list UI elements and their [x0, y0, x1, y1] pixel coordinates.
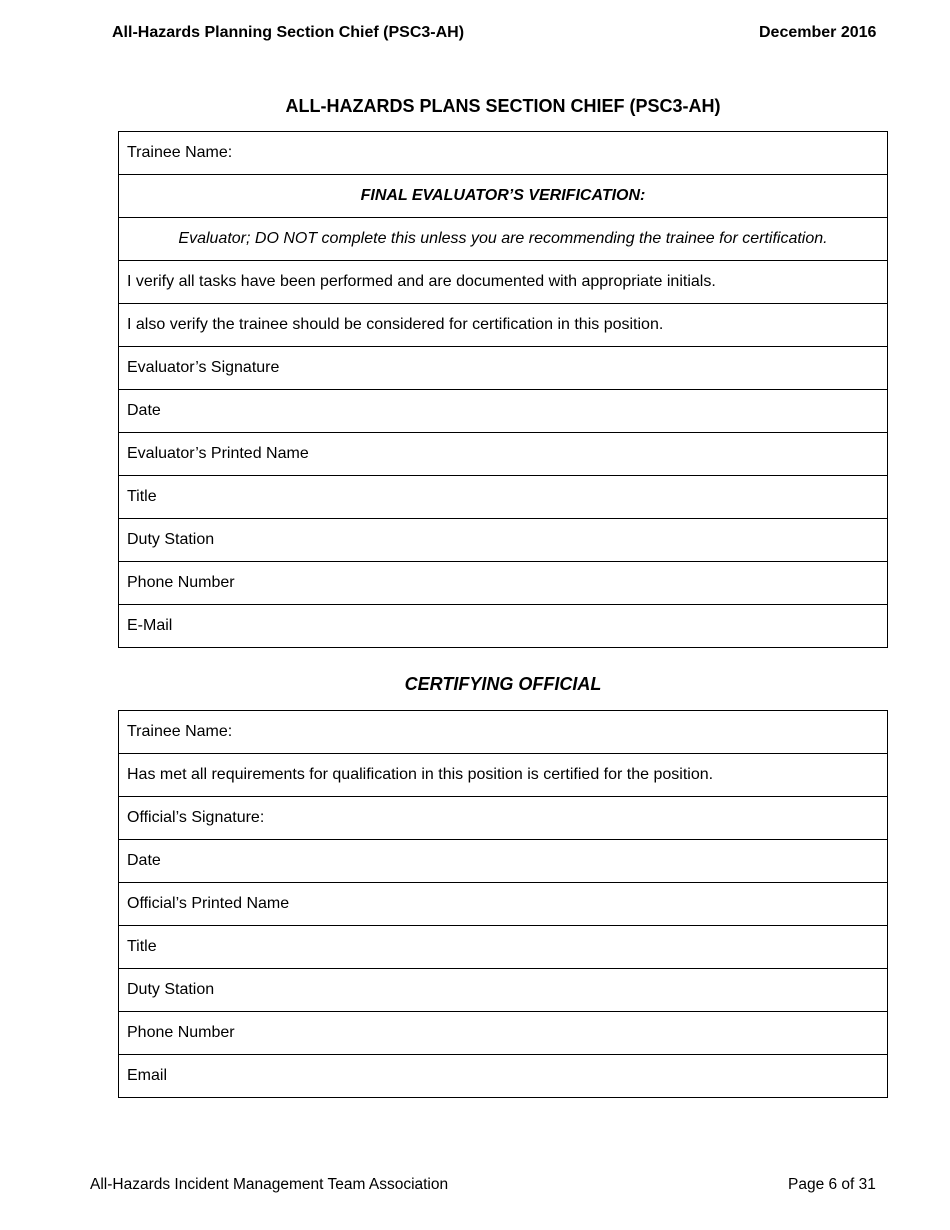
table-row [119, 132, 888, 175]
table-row [119, 433, 888, 476]
verify-tasks-statement: I verify all tasks have been performed and are documented with appropriate initials. [119, 261, 888, 304]
table-row [119, 562, 888, 605]
table-row [119, 1055, 888, 1098]
header-date: December 2016 [759, 24, 877, 41]
certifying-official-heading: CERTIFYING OFFICIAL [404, 674, 602, 694]
table-row [119, 711, 888, 754]
official-email-field[interactable]: Email [119, 1055, 888, 1098]
table-row [119, 347, 888, 390]
evaluator-email-field[interactable]: E-Mail [119, 605, 888, 648]
official-duty-station-field[interactable]: Duty Station [119, 969, 888, 1012]
table-row [119, 304, 888, 347]
official-printed-name-field[interactable]: Official’s Printed Name [119, 883, 888, 926]
table-row [119, 261, 888, 304]
evaluator-signature-field[interactable]: Evaluator’s Signature [119, 347, 888, 390]
table-row [119, 519, 888, 562]
evaluator-date-field[interactable]: Date [119, 390, 888, 433]
table-row [119, 390, 888, 433]
official-trainee-name-field[interactable]: Trainee Name: [119, 711, 888, 754]
header-left-title: All-Hazards Planning Section Chief (PSC3-AH) [112, 24, 465, 41]
certifying-official-table [118, 710, 888, 1098]
official-title-field[interactable]: Title [119, 926, 888, 969]
verify-certification-statement: I also verify the trainee should be considered for certification in this position. [119, 304, 888, 347]
qualification-statement: Has met all requirements for qualification in this position is certified for the position. [119, 754, 888, 797]
page-number: Page 6 of 31 [788, 1176, 876, 1193]
table-row [119, 840, 888, 883]
evaluator-duty-station-field[interactable]: Duty Station [119, 519, 888, 562]
table-row [119, 797, 888, 840]
table-row [119, 1012, 888, 1055]
table-row [119, 883, 888, 926]
official-date-field[interactable]: Date [119, 840, 888, 883]
footer-organization: All-Hazards Incident Management Team Association [90, 1176, 449, 1193]
evaluator-printed-name-field[interactable]: Evaluator’s Printed Name [119, 433, 888, 476]
table-row [119, 754, 888, 797]
evaluator-instruction: Evaluator; DO NOT complete this unless you are recommending the trainee for certification. [119, 218, 888, 261]
official-signature-field[interactable]: Official’s Signature: [119, 797, 888, 840]
trainee-name-field[interactable]: Trainee Name: [119, 132, 888, 175]
evaluator-verification-heading: FINAL EVALUATOR’S VERIFICATION: [119, 175, 888, 218]
evaluator-verification-table [118, 131, 888, 648]
evaluator-title-field[interactable]: Title [119, 476, 888, 519]
official-phone-field[interactable]: Phone Number [119, 1012, 888, 1055]
table-row [119, 218, 888, 261]
table-row [119, 476, 888, 519]
table-row [119, 969, 888, 1012]
table-row [119, 605, 888, 648]
document-title: ALL-HAZARDS PLANS SECTION CHIEF (PSC3-AH) [285, 96, 721, 116]
table-row [119, 926, 888, 969]
evaluator-phone-field[interactable]: Phone Number [119, 562, 888, 605]
table-row [119, 175, 888, 218]
